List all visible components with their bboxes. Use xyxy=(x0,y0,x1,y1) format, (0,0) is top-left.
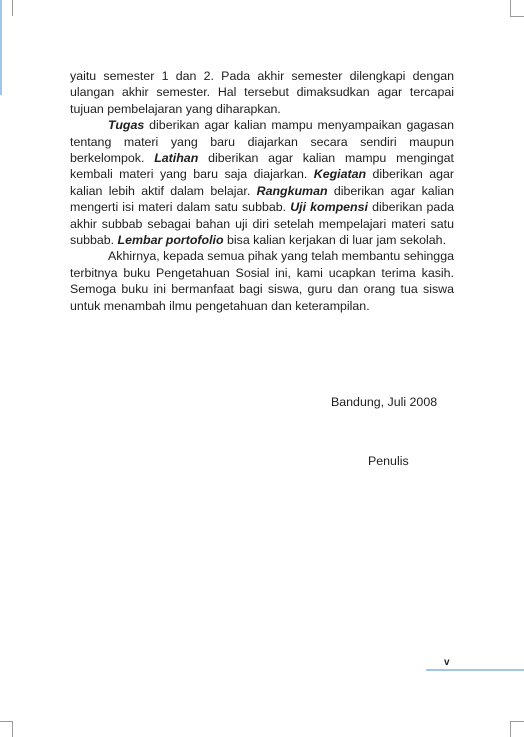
page-number-rule xyxy=(426,669,524,671)
crop-mark-bottom-right-v xyxy=(510,721,511,737)
text-latihan: diberikan agar kalian mampu mengingat kembali materi yang baru saja diajarkan. xyxy=(70,151,454,182)
paragraph-features xyxy=(70,117,454,248)
text-kegiatan: diberikan agar kalian lebih aktif dalam belajar. xyxy=(70,167,454,198)
term-latihan: Latihan xyxy=(154,151,199,166)
signature-place-date: Bandung, Juli 2008 xyxy=(331,395,438,409)
term-rangkuman: Rangkuman xyxy=(256,183,328,198)
text-uji-kompensi: diberikan pada akhir subbab sebagai bahan uji diri setelah mempelajari materi satu subbab. xyxy=(70,200,455,248)
crop-mark-top-left xyxy=(12,0,13,16)
text-lembar-portofolio: bisa kalian kerjakan di luar jam sekolah. xyxy=(223,233,447,248)
crop-mark-bottom-right-h xyxy=(510,721,524,722)
paragraph-thanks: Akhirnya, kepada semua pihak yang telah membantu sehingga terbitnya buku Pengetahuan Sosial ini, kami ucapkan terima kasih. Semoga buku ini bermanfaat bagi siswa, guru dan orang tua siswa untuk menambah ilmu pengetahuan dan keterampilan. xyxy=(70,249,454,313)
crop-mark-top-right-h xyxy=(510,16,524,17)
text-tugas: diberikan agar kalian mampu menyampaikan gagasan tentang materi yang baru diajarkan secara sendiri maupun berkelompok. xyxy=(70,118,454,166)
term-tugas: Tugas xyxy=(108,118,145,133)
page-number: v xyxy=(444,657,450,668)
paragraph-semester: yaitu semester 1 dan 2. Pada akhir semester dilengkapi dengan ulangan akhir semester. Hal tersebut dimaksudkan agar tercapai tujuan pembelajaran yang diharapkan. xyxy=(70,69,454,116)
term-kegiatan: Kegiatan xyxy=(313,167,367,182)
crop-mark-bottom-left-v xyxy=(12,721,13,737)
crop-mark-bottom-left-h xyxy=(0,721,12,722)
preface-text xyxy=(70,68,454,314)
text-rangkuman: diberikan agar kalian mengerti isi materi dalam satu subbab. xyxy=(70,183,454,215)
term-uji-kompensi: Uji kompensi xyxy=(290,200,368,215)
crop-mark-top-right-v xyxy=(510,0,511,16)
term-lembar-portofolio: Lembar portofolio xyxy=(117,233,224,248)
margin-accent-bar xyxy=(0,0,2,95)
signature-author: Penulis xyxy=(368,454,409,468)
